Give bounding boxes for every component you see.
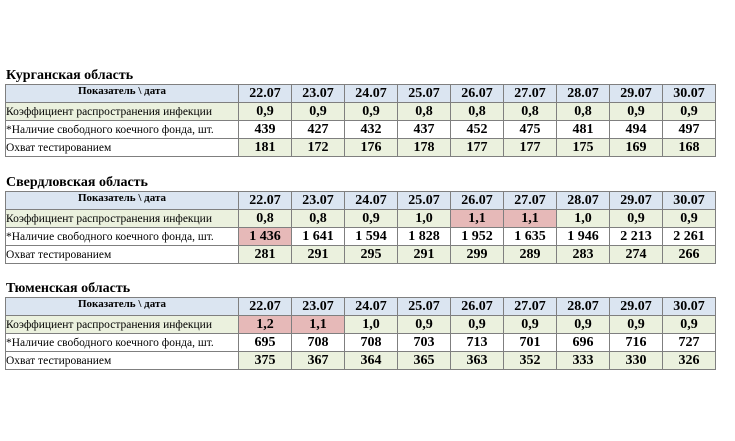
date-header: 27.07: [504, 192, 557, 210]
value-cell: 326: [663, 352, 716, 370]
value-cell: 437: [398, 121, 451, 139]
row-label: Коэффициент распространения инфекции: [6, 103, 239, 121]
value-cell: 1 594: [345, 228, 398, 246]
date-header: 29.07: [610, 192, 663, 210]
header-row: [6, 298, 716, 316]
value-cell: 291: [398, 246, 451, 264]
testing-row: [6, 139, 716, 157]
date-header: 26.07: [451, 298, 504, 316]
value-cell: 0,9: [663, 210, 716, 228]
value-cell: 364: [345, 352, 398, 370]
date-header: 29.07: [610, 85, 663, 103]
value-cell: 0,9: [610, 103, 663, 121]
date-header: 25.07: [398, 298, 451, 316]
coefficient-row: [6, 210, 716, 228]
value-cell: 1 828: [398, 228, 451, 246]
value-cell: 475: [504, 121, 557, 139]
coefficient-row: [6, 316, 716, 334]
date-header: 23.07: [292, 298, 345, 316]
value-cell: 439: [239, 121, 292, 139]
value-cell: 0,8: [398, 103, 451, 121]
value-cell: 497: [663, 121, 716, 139]
value-cell: 2 213: [610, 228, 663, 246]
value-cell: 452: [451, 121, 504, 139]
value-cell: 0,9: [345, 210, 398, 228]
value-cell: 283: [557, 246, 610, 264]
value-cell: 375: [239, 352, 292, 370]
header-label: Показатель \ дата: [6, 192, 239, 210]
value-cell: 1,0: [398, 210, 451, 228]
date-header: 28.07: [557, 85, 610, 103]
value-cell: 1 952: [451, 228, 504, 246]
value-cell: 713: [451, 334, 504, 352]
value-cell: 330: [610, 352, 663, 370]
date-header: 25.07: [398, 85, 451, 103]
date-header: 24.07: [345, 192, 398, 210]
date-header: 30.07: [663, 192, 716, 210]
value-cell: 333: [557, 352, 610, 370]
region-title: Курганская область: [6, 68, 134, 83]
date-header: 27.07: [504, 298, 557, 316]
value-cell: 0,9: [504, 316, 557, 334]
value-cell: 432: [345, 121, 398, 139]
value-cell: 299: [451, 246, 504, 264]
value-cell: 181: [239, 139, 292, 157]
testing-row: [6, 246, 716, 264]
date-header: 30.07: [663, 85, 716, 103]
value-cell: 367: [292, 352, 345, 370]
row-label: *Наличие свободного коечного фонда, шт.: [6, 334, 239, 352]
value-cell: 1 436: [239, 228, 292, 246]
value-cell: 708: [345, 334, 398, 352]
value-cell: 0,8: [557, 103, 610, 121]
value-cell: 696: [557, 334, 610, 352]
value-cell: 274: [610, 246, 663, 264]
value-cell: 0,8: [451, 103, 504, 121]
value-cell: 0,9: [610, 316, 663, 334]
value-cell: 1,2: [239, 316, 292, 334]
row-label: *Наличие свободного коечного фонда, шт.: [6, 228, 239, 246]
testing-row: [6, 352, 716, 370]
value-cell: 1 946: [557, 228, 610, 246]
date-header: 23.07: [292, 192, 345, 210]
header-label: Показатель \ дата: [6, 298, 239, 316]
value-cell: 0,9: [398, 316, 451, 334]
value-cell: 363: [451, 352, 504, 370]
date-header: 26.07: [451, 85, 504, 103]
date-header: 23.07: [292, 85, 345, 103]
value-cell: 716: [610, 334, 663, 352]
value-cell: 2 261: [663, 228, 716, 246]
value-cell: 365: [398, 352, 451, 370]
date-header: 24.07: [345, 85, 398, 103]
value-cell: 0,9: [663, 316, 716, 334]
date-header: 30.07: [663, 298, 716, 316]
region-table: [5, 297, 716, 370]
header-row: [6, 85, 716, 103]
value-cell: 1 635: [504, 228, 557, 246]
value-cell: 1 641: [292, 228, 345, 246]
value-cell: 352: [504, 352, 557, 370]
date-header: 25.07: [398, 192, 451, 210]
value-cell: 0,9: [239, 103, 292, 121]
value-cell: 0,9: [610, 210, 663, 228]
value-cell: 1,1: [504, 210, 557, 228]
coefficient-row: [6, 103, 716, 121]
value-cell: 0,8: [239, 210, 292, 228]
value-cell: 175: [557, 139, 610, 157]
region-table: [5, 191, 716, 264]
value-cell: 0,8: [292, 210, 345, 228]
region-title: Свердловская область: [6, 175, 148, 190]
value-cell: 701: [504, 334, 557, 352]
value-cell: 727: [663, 334, 716, 352]
row-label: Коэффициент распространения инфекции: [6, 316, 239, 334]
row-label: Охват тестированием: [6, 246, 239, 264]
beds-row: [6, 334, 716, 352]
value-cell: 0,9: [557, 316, 610, 334]
value-cell: 169: [610, 139, 663, 157]
date-header: 29.07: [610, 298, 663, 316]
beds-row: [6, 121, 716, 139]
value-cell: 0,9: [663, 103, 716, 121]
value-cell: 695: [239, 334, 292, 352]
value-cell: 266: [663, 246, 716, 264]
region-table: [5, 84, 716, 157]
date-header: 26.07: [451, 192, 504, 210]
value-cell: 1,1: [292, 316, 345, 334]
date-header: 27.07: [504, 85, 557, 103]
date-header: 22.07: [239, 192, 292, 210]
value-cell: 481: [557, 121, 610, 139]
value-cell: 289: [504, 246, 557, 264]
value-cell: 1,1: [451, 210, 504, 228]
value-cell: 168: [663, 139, 716, 157]
date-header: 22.07: [239, 298, 292, 316]
header-row: [6, 192, 716, 210]
date-header: 28.07: [557, 192, 610, 210]
value-cell: 172: [292, 139, 345, 157]
value-cell: 494: [610, 121, 663, 139]
value-cell: 295: [345, 246, 398, 264]
value-cell: 0,8: [504, 103, 557, 121]
value-cell: 177: [504, 139, 557, 157]
value-cell: 0,9: [451, 316, 504, 334]
value-cell: 427: [292, 121, 345, 139]
value-cell: 703: [398, 334, 451, 352]
value-cell: 291: [292, 246, 345, 264]
date-header: 28.07: [557, 298, 610, 316]
row-label: Коэффициент распространения инфекции: [6, 210, 239, 228]
row-label: *Наличие свободного коечного фонда, шт.: [6, 121, 239, 139]
date-header: 24.07: [345, 298, 398, 316]
value-cell: 1,0: [345, 316, 398, 334]
value-cell: 0,9: [345, 103, 398, 121]
date-header: 22.07: [239, 85, 292, 103]
row-label: Охват тестированием: [6, 352, 239, 370]
value-cell: 708: [292, 334, 345, 352]
value-cell: 281: [239, 246, 292, 264]
value-cell: 177: [451, 139, 504, 157]
header-label: Показатель \ дата: [6, 85, 239, 103]
value-cell: 178: [398, 139, 451, 157]
value-cell: 0,9: [292, 103, 345, 121]
region-title: Тюменская область: [6, 281, 131, 296]
row-label: Охват тестированием: [6, 139, 239, 157]
beds-row: [6, 228, 716, 246]
value-cell: 1,0: [557, 210, 610, 228]
value-cell: 176: [345, 139, 398, 157]
